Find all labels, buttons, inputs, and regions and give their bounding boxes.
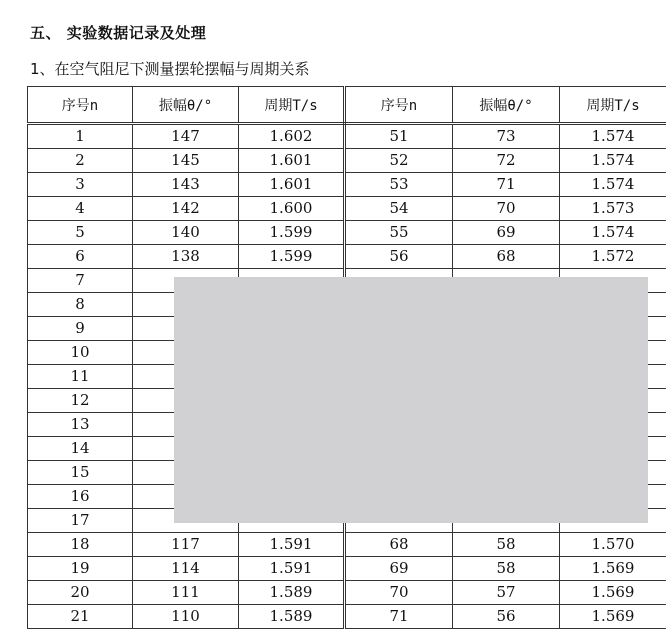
- table-row: [28, 221, 666, 245]
- header-index-1: 序号n: [28, 87, 133, 124]
- cell-period-2: 1.574: [560, 173, 666, 197]
- cell-amplitude-1: 117: [133, 533, 239, 557]
- cell-index-1: 15: [28, 461, 133, 485]
- cell-period-2: 1.574: [560, 124, 666, 149]
- cell-period-1: 1.589: [239, 581, 345, 605]
- cell-period-2: 1.569: [560, 581, 666, 605]
- cell-index-1: 2: [28, 149, 133, 173]
- cell-amplitude-2: 71: [453, 173, 560, 197]
- cell-amplitude-1: 138: [133, 245, 239, 269]
- cell-index-1: 4: [28, 197, 133, 221]
- cell-index-1: 11: [28, 365, 133, 389]
- cell-period-1: 1.601: [239, 173, 345, 197]
- cell-period-2: 1.573: [560, 197, 666, 221]
- cell-index-2: 68: [345, 533, 453, 557]
- cell-index-1: 17: [28, 509, 133, 533]
- cell-index-1: 21: [28, 605, 133, 629]
- table-row: [28, 533, 666, 557]
- table-row: [28, 581, 666, 605]
- cell-index-2: 70: [345, 581, 453, 605]
- cell-amplitude-2: 68: [453, 245, 560, 269]
- header-index-2: 序号n: [345, 87, 453, 124]
- cell-amplitude-1: 143: [133, 173, 239, 197]
- cell-index-2: 69: [345, 557, 453, 581]
- cell-period-2: 1.574: [560, 149, 666, 173]
- cell-amplitude-2: 57: [453, 581, 560, 605]
- cell-index-1: 1: [28, 124, 133, 149]
- cell-period-2: 1.569: [560, 605, 666, 629]
- cell-period-2: 1.572: [560, 245, 666, 269]
- cell-index-1: 19: [28, 557, 133, 581]
- table-row: [28, 605, 666, 629]
- cell-amplitude-1: 110: [133, 605, 239, 629]
- cell-amplitude-2: 72: [453, 149, 560, 173]
- cell-index-1: 9: [28, 317, 133, 341]
- cell-index-1: 6: [28, 245, 133, 269]
- cell-amplitude-2: 69: [453, 221, 560, 245]
- cell-index-1: 14: [28, 437, 133, 461]
- cell-amplitude-1: 140: [133, 221, 239, 245]
- table-row: [28, 197, 666, 221]
- cell-period-1: 1.599: [239, 245, 345, 269]
- cell-period-2: 1.569: [560, 557, 666, 581]
- table-row: [28, 557, 666, 581]
- cell-amplitude-2: 58: [453, 557, 560, 581]
- cell-index-2: 52: [345, 149, 453, 173]
- cell-index-2: 51: [345, 124, 453, 149]
- table-row: [28, 149, 666, 173]
- cell-amplitude-1: 147: [133, 124, 239, 149]
- cell-amplitude-2: 73: [453, 124, 560, 149]
- cell-period-1: 1.599: [239, 221, 345, 245]
- cell-index-1: 10: [28, 341, 133, 365]
- cell-period-1: 1.600: [239, 197, 345, 221]
- cell-amplitude-2: 58: [453, 533, 560, 557]
- cell-index-2: 55: [345, 221, 453, 245]
- cell-amplitude-1: 142: [133, 197, 239, 221]
- table-header-row: [28, 87, 666, 124]
- cell-period-1: 1.601: [239, 149, 345, 173]
- cell-index-1: 16: [28, 485, 133, 509]
- cell-index-1: 3: [28, 173, 133, 197]
- cell-amplitude-1: 114: [133, 557, 239, 581]
- cell-amplitude-2: 56: [453, 605, 560, 629]
- cell-index-2: 71: [345, 605, 453, 629]
- cell-index-2: 53: [345, 173, 453, 197]
- header-amplitude-2: 振幅θ/°: [453, 87, 560, 124]
- cell-amplitude-1: 145: [133, 149, 239, 173]
- cell-index-1: 5: [28, 221, 133, 245]
- table-subtitle: 1、在空气阻尼下测量摆轮摆幅与周期关系: [30, 60, 310, 78]
- table-row: [28, 124, 666, 149]
- cell-period-1: 1.591: [239, 533, 345, 557]
- cell-period-1: 1.591: [239, 557, 345, 581]
- cell-index-1: 18: [28, 533, 133, 557]
- cell-index-1: 13: [28, 413, 133, 437]
- section-title: 五、 实验数据记录及处理: [30, 24, 207, 42]
- redaction-overlay: [174, 277, 648, 523]
- cell-index-1: 8: [28, 293, 133, 317]
- header-amplitude-1: 振幅θ/°: [133, 87, 239, 124]
- cell-period-2: 1.574: [560, 221, 666, 245]
- header-period-2: 周期T/s: [560, 87, 666, 124]
- cell-index-1: 20: [28, 581, 133, 605]
- cell-index-2: 54: [345, 197, 453, 221]
- table-row: [28, 245, 666, 269]
- cell-index-1: 7: [28, 269, 133, 293]
- cell-amplitude-2: 70: [453, 197, 560, 221]
- cell-period-2: 1.570: [560, 533, 666, 557]
- header-period-1: 周期T/s: [239, 87, 345, 124]
- cell-amplitude-1: 111: [133, 581, 239, 605]
- cell-period-1: 1.589: [239, 605, 345, 629]
- cell-period-1: 1.602: [239, 124, 345, 149]
- cell-index-2: 56: [345, 245, 453, 269]
- table-row: [28, 173, 666, 197]
- cell-index-1: 12: [28, 389, 133, 413]
